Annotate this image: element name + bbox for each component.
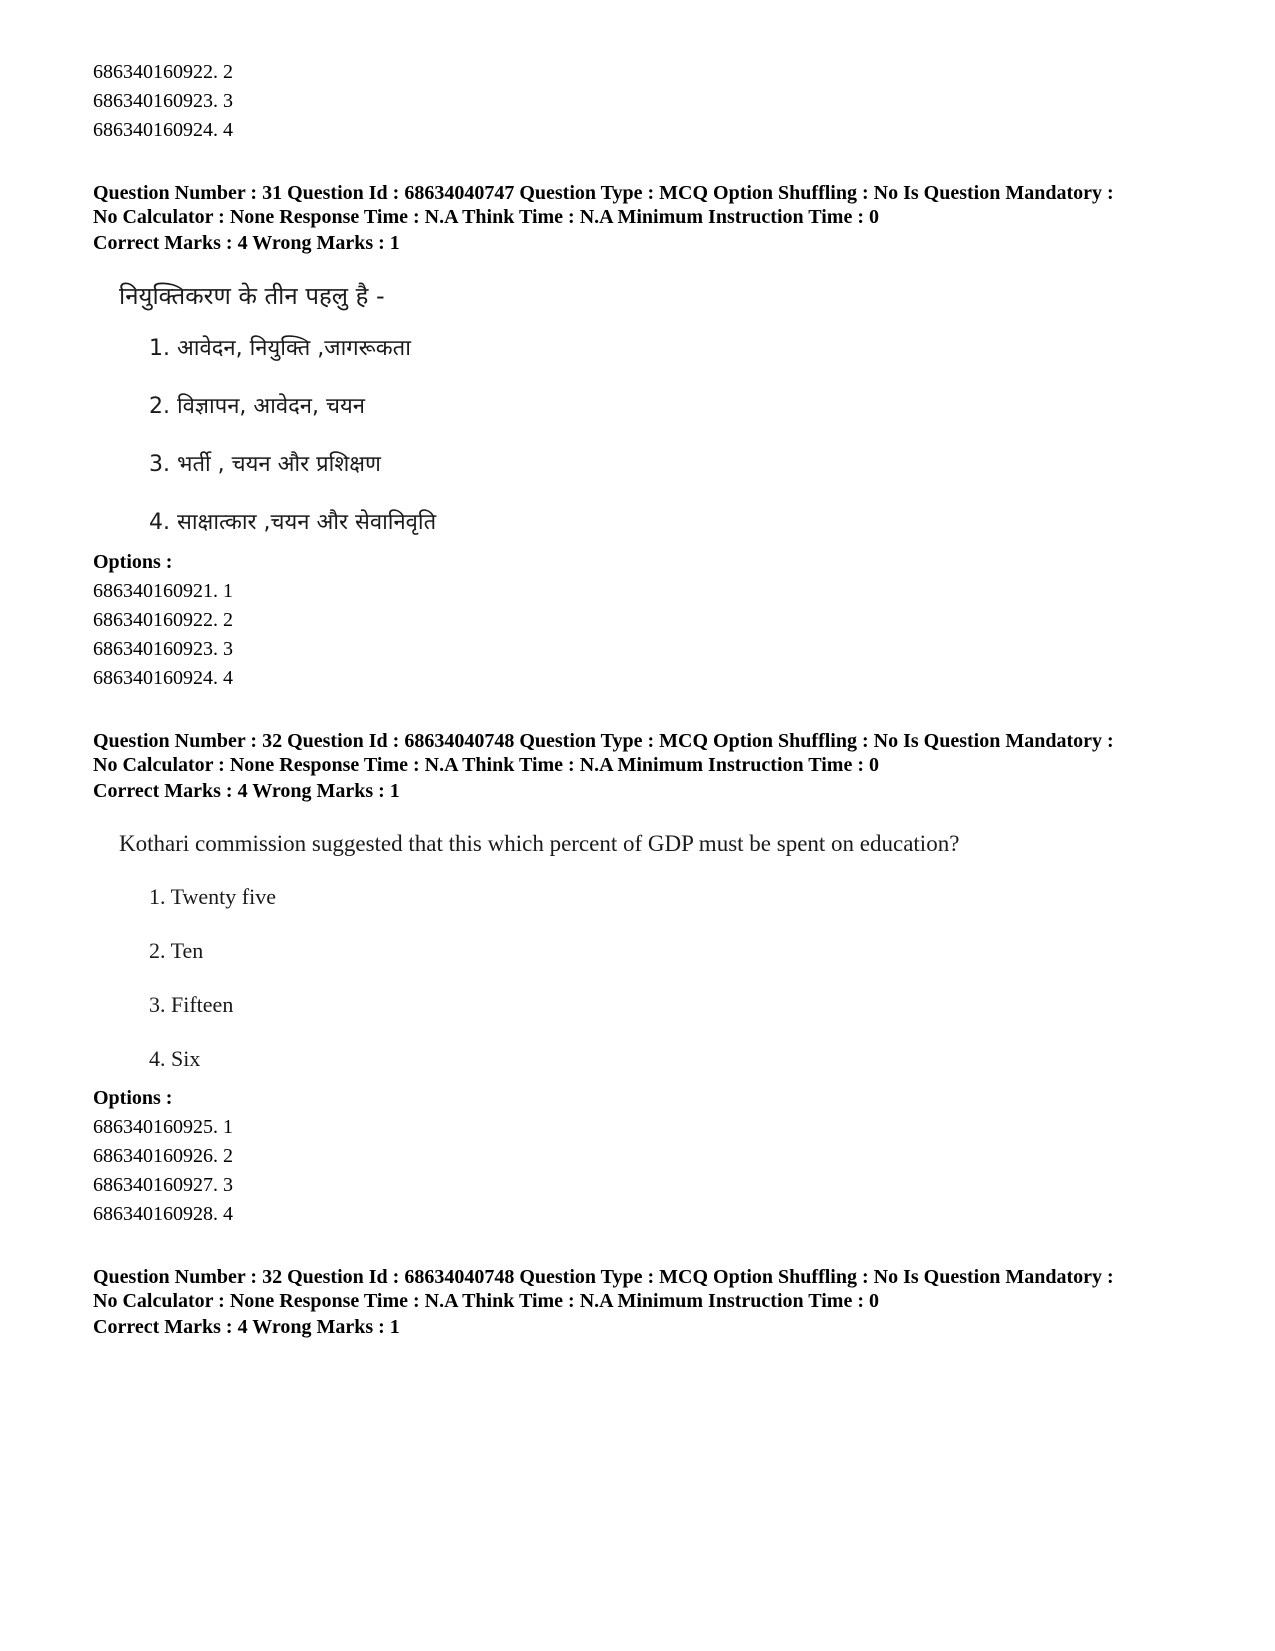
question-choice: 2. विज्ञापन, आवेदन, चयन — [149, 394, 365, 419]
option-id-line: 686340160928. 4 — [93, 1203, 233, 1225]
option-id-line: 686340160924. 4 — [93, 119, 233, 141]
question-marks: Correct Marks : 4 Wrong Marks : 1 — [93, 232, 400, 254]
option-id-line: 686340160922. 2 — [93, 609, 233, 631]
document-page — [93, 58, 1213, 1342]
question-content — [119, 824, 1213, 1074]
question-meta-line2: No Calculator : None Response Time : N.A Think Time : N.A Minimum Instruction Time : 0 — [93, 1290, 879, 1312]
question-block-31 — [93, 181, 1213, 693]
option-id-line: 686340160926. 2 — [93, 1145, 233, 1167]
question-marks: Correct Marks : 4 Wrong Marks : 1 — [93, 1316, 400, 1338]
question-choice: 3. भर्ती , चयन और प्रशिक्षण — [149, 452, 381, 477]
options-label: Options : — [93, 551, 173, 573]
question-block-32-repeat — [93, 1265, 1213, 1342]
question-choice: 2. Ten — [149, 938, 204, 963]
question-choice: 1. Twenty five — [149, 884, 276, 909]
question-marks: Correct Marks : 4 Wrong Marks : 1 — [93, 780, 400, 802]
option-id-line: 686340160923. 3 — [93, 638, 233, 660]
option-id-line: 686340160924. 4 — [93, 667, 233, 689]
option-id-line: 686340160927. 3 — [93, 1174, 233, 1196]
options-label: Options : — [93, 1087, 173, 1109]
question-meta-line1: Question Number : 32 Question Id : 68634040748 Question Type : MCQ Option Shuffling : No Is Question Mandatory : — [93, 1266, 1114, 1288]
question-meta-line1: Question Number : 31 Question Id : 68634040747 Question Type : MCQ Option Shuffling : No Is Question Mandatory : — [93, 182, 1114, 204]
question-meta-line1: Question Number : 32 Question Id : 68634040748 Question Type : MCQ Option Shuffling : No Is Question Mandatory : — [93, 730, 1114, 752]
question-block-32 — [93, 729, 1213, 1229]
option-id-line: 686340160925. 1 — [93, 1116, 233, 1138]
question-meta-line2: No Calculator : None Response Time : N.A Think Time : N.A Minimum Instruction Time : 0 — [93, 206, 879, 228]
question-content — [119, 276, 1213, 538]
question-meta-line2: No Calculator : None Response Time : N.A Think Time : N.A Minimum Instruction Time : 0 — [93, 754, 879, 776]
question-choice: 4. Six — [149, 1046, 201, 1071]
option-id-line: 686340160923. 3 — [93, 90, 233, 112]
question-text: नियुक्तिकरण के तीन पहलु है - — [119, 282, 385, 310]
question-text: Kothari commission suggested that this which percent of GDP must be spent on education? — [119, 831, 960, 856]
question-choice: 4. साक्षात्कार ,चयन और सेवानिवृति — [149, 510, 437, 535]
question-choice: 1. आवेदन, नियुक्ति ,जागरूकता — [149, 336, 411, 361]
top-options-list — [93, 58, 1213, 145]
option-id-line: 686340160921. 1 — [93, 580, 233, 602]
question-choice: 3. Fifteen — [149, 992, 234, 1017]
option-id-line: 686340160922. 2 — [93, 61, 233, 83]
